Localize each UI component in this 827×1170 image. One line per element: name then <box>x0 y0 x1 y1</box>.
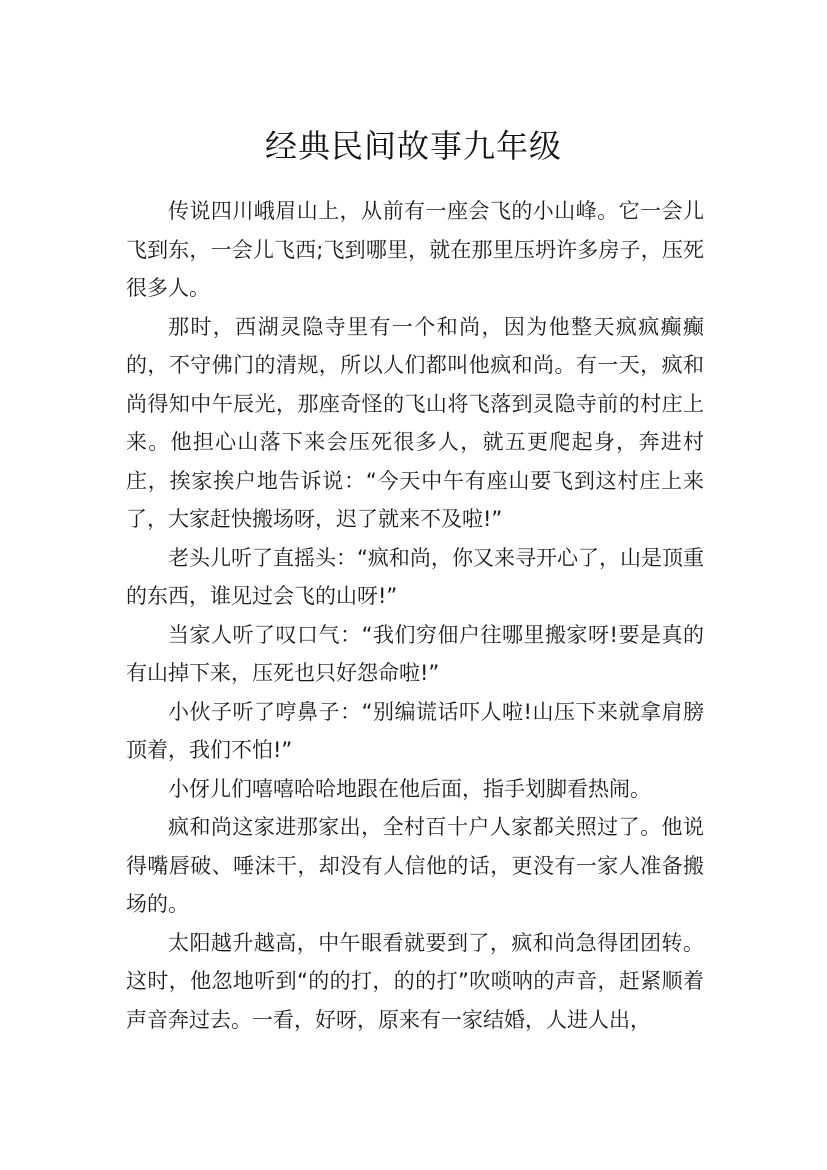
paragraph: 小伢儿们嘻嘻哈哈地跟在他后面，指手划脚看热闹。 <box>168 776 651 801</box>
paragraph: 当家人听了叹口气：“我们穷佃户往哪里搬家呀!要是真的有山掉下来，压死也只好怨命啦!” <box>126 622 704 685</box>
document-body <box>126 192 704 1039</box>
paragraph: 疯和尚这家进那家出，全村百十户人家都关照过了。他说得嘴唇破、唾沫干，却没有人信他的话，更没有一家人准备搬场的。 <box>126 815 704 916</box>
paragraph: 传说四川峨眉山上，从前有一座会飞的小山峰。它一会儿飞到东，一会儿飞西;飞到哪里，就在那里压坍许多房子，压死很多人。 <box>126 199 704 300</box>
document-title: 经典民间故事九年级 <box>264 127 562 166</box>
paragraph: 小伙子听了哼鼻子：“别编谎话吓人啦!山压下来就拿肩膀顶着，我们不怕!” <box>126 699 704 762</box>
paragraph: 那时，西湖灵隐寺里有一个和尚，因为他整天疯疯癫癫的，不守佛门的清规，所以人们都叫他疯和尚。有一天，疯和尚得知中午辰光，那座奇怪的飞山将飞落到灵隐寺前的村庄上来。他担心山落下来会压死很多人，就五更爬起身，奔进村庄，挨家挨户地告诉说：“今天中午有座山要飞到这村庄上来了，大家赶快搬场呀，迟了就来不及啦!” <box>126 314 704 531</box>
paragraph: 老头儿听了直摇头：“疯和尚，你又来寻开心了，山是顶重的东西，谁见过会飞的山呀!” <box>126 545 704 608</box>
paragraph: 太阳越升越高，中午眼看就要到了，疯和尚急得团团转。这时，他忽地听到“的的打，的的打”吹唢呐的声音，赶紧顺着声音奔过去。一看，好呀，原来有一家结婚，人进人出， <box>126 930 704 1032</box>
